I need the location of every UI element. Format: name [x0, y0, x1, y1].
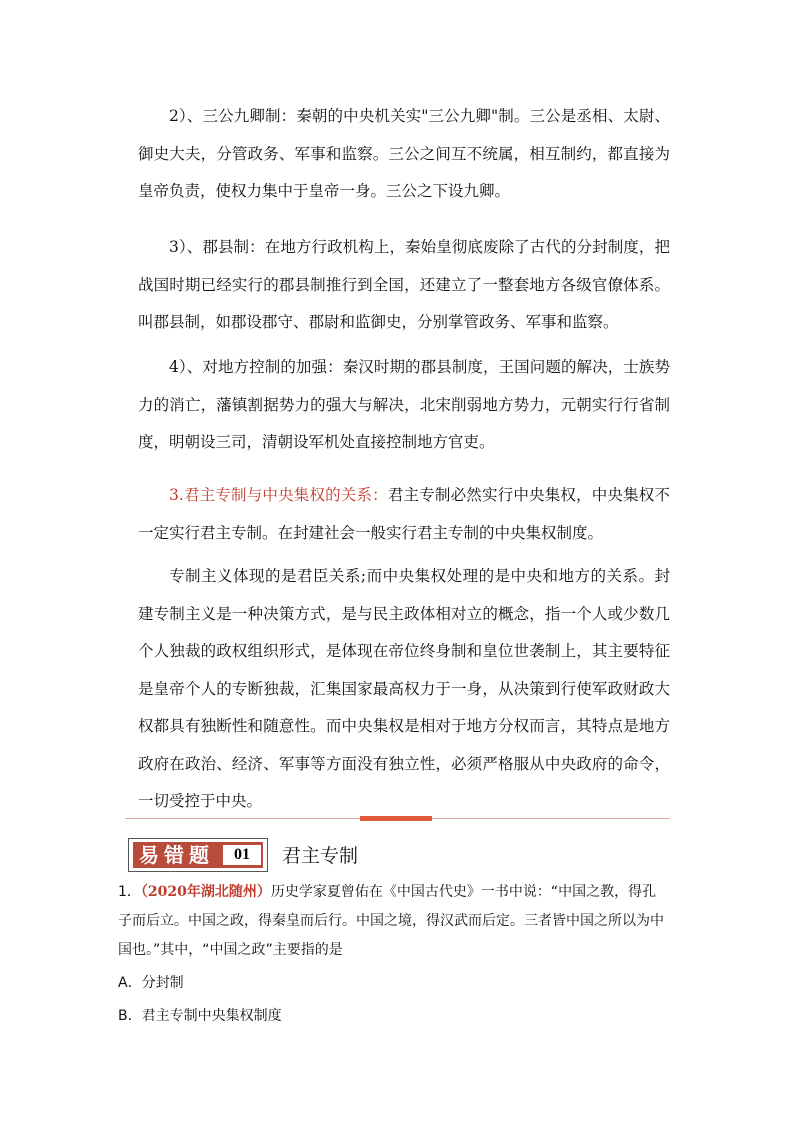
section-title: 君主专制	[282, 845, 359, 867]
relationship-heading: 3.君主专制与中央集权的关系：	[169, 486, 388, 504]
question-text: 历史学家夏曾佑在《中国古代史》一书中说：“中国之教，得孔子而后立。中国之政，得秦皇而后行。中国之境，得汉武而后定。三者皆中国之所以为中国也。”其中，“中国之政”主要指的是	[118, 884, 664, 958]
option-a[interactable]: A．分封制	[118, 975, 184, 991]
divider-accent	[360, 816, 432, 821]
paragraph-local-control: 4）、对地方控制的加强：秦汉时期的郡县制度，王国问题的解决，士族势力的消亡，藩镇割据势力的强大与解决，北宋削弱地方势力，元朝实行行省制度，明朝设三司，清朝设军机处直接控制地方官吏。	[138, 358, 670, 451]
paragraph-three-lords-nine-ministers: 2）、三公九卿制：秦朝的中央机关实"三公九卿"制。三公是丞相、太尉、御史大夫，分管政务、军事和监察。三公之间互不统属，相互制约，都直接为皇帝负责，使权力集中于皇帝一身。三公之下设九卿。	[138, 107, 670, 200]
option-b[interactable]: B．君主专制中央集权制度	[118, 1008, 282, 1024]
error-prone-tag-background	[133, 842, 263, 868]
paragraph-relationship	[138, 477, 670, 552]
paragraph-autocracy-explanation: 专制主义体现的是君臣关系;而中央集权处理的是中央和地方的关系。封建专制主义是一种决策方式，是与民主政体相对立的概念，指一个人或少数几个人独裁的政权组织形式，是体现在帝位终身制和皇位世袭制上，其主要特征是皇帝个人的专断独裁，汇集国家最高权力于一身，从决策到行使军政财政大权都具有独断性和随意性。而中央集权是相对于地方分权而言，其特点是地方政府在政治、经济、军事等方面没有独立性，必须严格服从中央政府的命令，一切受控于中央。	[138, 567, 670, 810]
paragraph-commandery-county: 3）、郡县制：在地方行政机构上，秦始皇彻底废除了古代的分封制度，把战国时期已经实行的郡县制推行到全国，还建立了一整套地方各级官僚体系。叫郡县制，如郡设郡守、郡尉和监御史，分别掌管政务、军事和监察。	[138, 238, 670, 331]
question-1	[118, 878, 670, 965]
question-number: 1．	[118, 884, 141, 900]
error-prone-tag-number: 01	[223, 845, 261, 865]
error-prone-tag	[128, 838, 268, 872]
relationship-text: 君主专制必然实行中央集权，中央集权不一定实行君主专制。在封建社会一般实行君主专制的中央集权制度。	[138, 486, 670, 542]
question-source: （2020年湖北随州）	[140, 884, 271, 900]
error-prone-tag-label: 易错题	[139, 843, 214, 867]
